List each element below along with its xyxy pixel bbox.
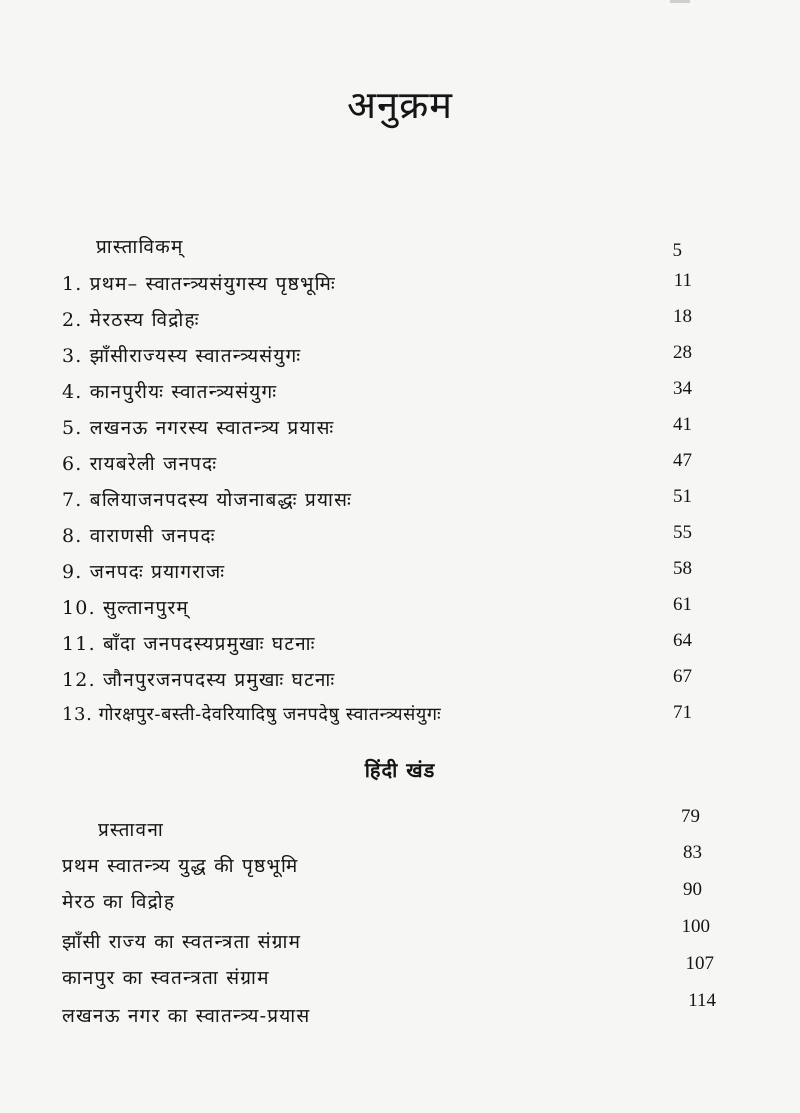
toc-entry-label: 10. सुल्तानपुरम् (62, 597, 189, 619)
toc-entry (0, 666, 800, 696)
toc-entry-page: 83 (683, 842, 702, 863)
toc-entry-label: कानपुर का स्वतन्त्रता संग्राम (62, 967, 270, 989)
toc-entry-page: 64 (673, 630, 692, 651)
toc-entry (0, 522, 800, 552)
toc-entry (0, 486, 800, 516)
toc-entry (0, 414, 800, 444)
toc-entry-page: 41 (673, 414, 692, 435)
toc-entry (0, 342, 800, 372)
toc-entry-label: 7. बलियाजनपदस्य योजनाबद्धः प्रयासः (62, 489, 352, 511)
toc-entry-label: 9. जनपदः प्रयागराजः (62, 561, 226, 583)
toc-entry-page: 58 (673, 558, 692, 579)
page-title: अनुक्रम (346, 83, 454, 127)
toc-entry-page: 71 (673, 702, 692, 723)
toc-entry (0, 806, 800, 846)
toc-entry (0, 990, 800, 1032)
toc-entry-page: 18 (673, 306, 692, 327)
toc-entry-label: 12. जौनपुरजनपदस्य प्रमुखाः घटनाः (62, 669, 336, 691)
toc-entry-page: 47 (673, 450, 692, 471)
toc-entry (0, 233, 800, 263)
toc-entry-page: 90 (683, 879, 702, 900)
toc-entry-label: प्रास्ताविकम् (96, 236, 184, 258)
toc-entry (0, 558, 800, 588)
toc-entry-label: 13. गोरक्षपुर-बस्ती-देवरियादिषु जनपदेषु स्वातन्त्र्यसंयुगः (62, 704, 442, 725)
toc-entry (0, 916, 800, 958)
toc-entry-page: 79 (681, 806, 700, 827)
toc-entry-page: 5 (672, 240, 682, 261)
toc-entry-page: 51 (673, 486, 692, 507)
toc-entry (0, 879, 800, 918)
toc-entry-label: मेरठ का विद्रोह (62, 891, 176, 913)
toc-entry-label: 4. कानपुरीयः स्वातन्त्र्यसंयुगः (62, 381, 278, 403)
toc-entry (0, 702, 800, 732)
toc-entry-page: 28 (673, 342, 692, 363)
toc-entry (0, 306, 800, 336)
toc-entry-label: 1. प्रथम– स्वातन्त्र्यसंयुगस्य पृष्ठभूमिः (62, 273, 336, 295)
toc-entry-page: 100 (681, 916, 710, 937)
toc-entry-label: 11. बाँदा जनपदस्यप्रमुखाः घटनाः (62, 633, 316, 655)
toc-entry (0, 594, 800, 624)
toc-entry-page: 34 (673, 378, 692, 399)
toc-entry-page: 11 (673, 270, 692, 291)
toc-entry (0, 450, 800, 480)
section-heading-hindi: हिंदी खंड (364, 758, 436, 782)
toc-entry-label: प्रस्तावना (98, 819, 164, 841)
toc-entry (0, 842, 800, 882)
toc-entry-label: 5. लखनऊ नगरस्य स्वातन्त्र्य प्रयासः (62, 417, 335, 439)
toc-entry (0, 953, 800, 994)
toc-entry (0, 630, 800, 660)
toc-entry (0, 270, 800, 300)
toc-entry-label: लखनऊ नगर का स्वातन्त्र्य-प्रयास (62, 1005, 311, 1027)
toc-entry-page: 61 (673, 594, 692, 615)
toc-entry-label: 2. मेरठस्य विद्रोहः (62, 309, 200, 331)
toc-entry-label: 8. वाराणसी जनपदः (62, 525, 216, 547)
toc-entry-page: 107 (685, 953, 714, 974)
toc-entry-label: 3. झाँसीराज्यस्य स्वातन्त्र्यसंयुगः (62, 345, 302, 367)
toc-entry-label: 6. रायबरेली जनपदः (62, 453, 218, 475)
toc-entry-label: प्रथम स्वातन्त्र्य युद्ध की पृष्ठभूमि (62, 855, 299, 877)
toc-entry-page: 55 (673, 522, 692, 543)
toc-entry-page: 114 (688, 990, 716, 1011)
page-edge-mark (670, 0, 690, 3)
toc-entry-page: 67 (673, 666, 692, 687)
toc-entry-label: झाँसी राज्य का स्वतन्त्रता संग्राम (62, 931, 302, 953)
toc-entry (0, 378, 800, 408)
